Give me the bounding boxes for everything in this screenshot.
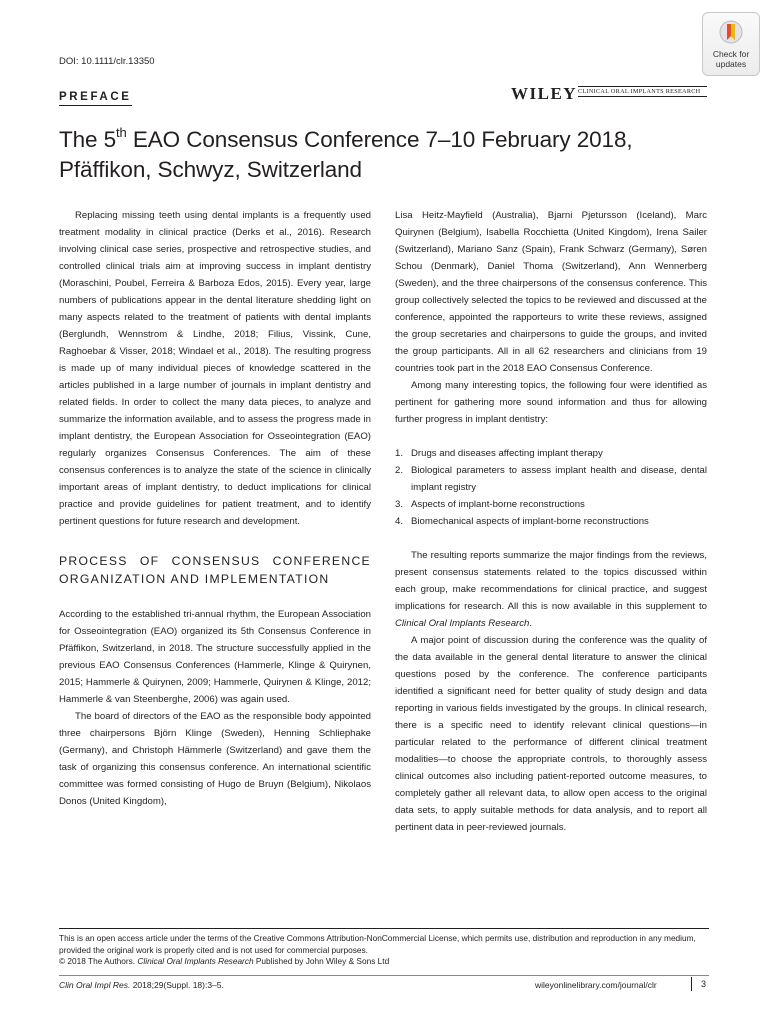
publisher-logo[interactable]: WILEY <box>511 84 578 103</box>
topics-paragraph: Among many interesting topics, the following four were identified as pertinent for gathering more sound information and thus for allowing further progress in implant dentistry: <box>395 380 707 425</box>
list-item <box>395 496 707 513</box>
citation <box>59 980 224 990</box>
list-item <box>395 445 707 462</box>
list-number: 4. <box>395 516 404 527</box>
process-paragraph-1: According to the established tri-annual rhythm, the European Association for Osseointegration (EAO) organized its 5th Consensus Conference in Pfäffikon, Switzerland, in 2018. The structure successfully applied in the previous EAO Consensus Conferences (Hammerle, Klinge & Quirynen, 2015; Hammerle & Quirynen, 2009; Hammerle, Quirynen & Klinge, 2012; Hammerle & van Steenberghe, 2006) was again used. <box>59 609 371 705</box>
citation-details: 2018;29(Suppl. 18):3–5. <box>130 980 224 990</box>
list-text: Biological parameters to assess implant health and disease, dental implant registry <box>411 465 707 493</box>
bookmark-ribbon-icon <box>719 19 743 47</box>
copyright-journal: Clinical Oral Implants Research <box>137 956 254 967</box>
section-heading: PROCESS OF CONSENSUS CONFERENCE ORGANIZATION AND IMPLEMENTATION <box>59 554 371 586</box>
journal-name: Clinical Oral Implants Research <box>395 618 530 629</box>
process-paragraph-2: The board of directors of the EAO as the responsible body appointed three chairpersons Björn Klinge (Sweden), Henning Schliephake (Germany), and Christoph Hämmerle (Switzerland) and gave them the task of organizing this consensus conference. An international scientific committee was formed consisting of Hugo de Bruyn (Belgium), Nikolaos Donos (United Kingdom), <box>59 711 371 807</box>
title-superscript: th <box>116 125 127 140</box>
topics-list <box>395 445 707 530</box>
reports-text: The resulting reports summarize the major findings from the reviews, present consensus statements related to the topics discussed within each group, make recommendations for clinical practice, and suggest implications for research. All this is now available in this supplement to <box>395 550 707 612</box>
footer-divider-thin <box>59 975 709 976</box>
right-column <box>395 207 707 836</box>
check-for-updates-badge[interactable] <box>702 12 760 76</box>
list-text: Biomechanical aspects of implant-borne reconstructions <box>411 516 649 527</box>
intro-paragraph: Replacing missing teeth using dental implants is a frequently used treatment modality in clinical practice (Derks et al., 2016). Research involving clinical case series, prospective and retrospective studies, and controlled clinical trials aim at improving success in implant dentistry (Moraschini, Poubel, Ferreira & Barboza Edos, 2015). Every year, large numbers of publications appear in the dental literature shedding light on many aspects related to the treatment of patients with dental implants (Berglundh, Wennstrom & Lindhe, 2018; Filius, Vissink, Cune, Raghoebar & Visser, 2018; Windael et al., 2018). The resulting progress is made up of many individual pieces of knowledge scattered in the articles published in a large number of journals in implant dentistry and related fields. In order to collect the many data pieces, to analyze and summarize the information available, and to assess the progress made in implant dentistry, the European Association for Osseointegration (EAO) regularly organizes Consensus Conferences. The aim of these consensus conferences is to analyze the state of the science in clinically important areas of implant dentistry, to deduct implications for clinical practice and provide guidelines for patient treatment, and to identify pertinent questions for future research and development. <box>59 210 371 527</box>
list-text: Aspects of implant-borne reconstructions <box>411 499 585 510</box>
doi[interactable]: DOI: 10.1111/clr.13350 <box>59 56 155 67</box>
reports-paragraph <box>395 547 707 632</box>
list-number: 2. <box>395 465 404 476</box>
section-label: PREFACE <box>59 91 132 106</box>
copyright-line <box>59 956 709 968</box>
badge-line-2: updates <box>715 59 747 69</box>
journal-banner: CLINICAL ORAL IMPLANTS RESEARCH <box>578 86 707 97</box>
list-text: Drugs and diseases affecting implant therapy <box>411 448 603 459</box>
reports-end: . <box>529 618 533 629</box>
list-item <box>395 513 707 530</box>
list-number: 1. <box>395 448 404 459</box>
license-text: This is an open access article under the terms of the Creative Commons Attribution-NonCommercial License, which permits use, distribution and reproduction in any medium, provided the original work is properly cited and is not used for commercial purposes. <box>59 933 696 955</box>
copyright-text: © 2018 The Authors. <box>59 956 138 967</box>
list-number: 3. <box>395 499 404 510</box>
badge-line-1: Check for <box>712 49 750 59</box>
page-separator <box>691 977 692 991</box>
list-item <box>395 462 707 496</box>
article-title <box>59 125 699 185</box>
title-part-1: The 5 <box>59 127 117 152</box>
license-footnote <box>59 933 709 968</box>
journal-url[interactable]: wileyonlinelibrary.com/journal/clr <box>535 980 657 990</box>
left-column <box>59 207 371 810</box>
footer-divider <box>59 928 709 929</box>
copyright-publisher: Published by John Wiley & Sons Ltd <box>253 956 390 967</box>
committee-paragraph: Lisa Heitz-Mayfield (Australia), Bjarni Pjetursson (Iceland), Marc Quirynen (Belgium), Isabella Rocchietta (United Kingdom), Irena Sailer (Switzerland), Mariano Sanz (Spain), Frank Schwarz (Germany), Søren Schou (Denmark), Daniel Thoma (Switzerland), Ann Wennerberg (Sweden), and the three chairpersons of the consensus conference. This group collectively selected the topics to be reviewed and discussed at the conference, appointed the rapporteurs to write these reviews, assigned the group secretaries and chairpersons to guide the groups, and invited the group participants. All in all 62 researchers and clinicians from 19 countries took part in the 2018 EAO Consensus Conference. <box>395 210 707 374</box>
page-number: 3 <box>701 979 707 989</box>
discussion-paragraph: A major point of discussion during the conference was the quality of the data available in the general dental literature to answer the clinical questions posed by the conference. The conference participants identified a significant need for better quality of study design and data reporting in various fields investigated by the groups. In clinical research, there is a specific need to identify relevant clinical questions—in particular related to the performance of different clinical treatment modalities—to choose the appropriate controls, to thoroughly assess clinical outcomes also including patient-reported outcome measures, to completely gather all relevant data, to allow open access to the original data sets, to apply suitable methods for data analysis, and to report all pertinent data in peer-reviewed journals. <box>395 635 707 833</box>
citation-journal: Clin Oral Impl Res. <box>59 980 131 990</box>
title-part-2: EAO Consensus Conference 7–10 February 2018, Pfäffikon, Schwyz, Switzerland <box>59 127 633 182</box>
